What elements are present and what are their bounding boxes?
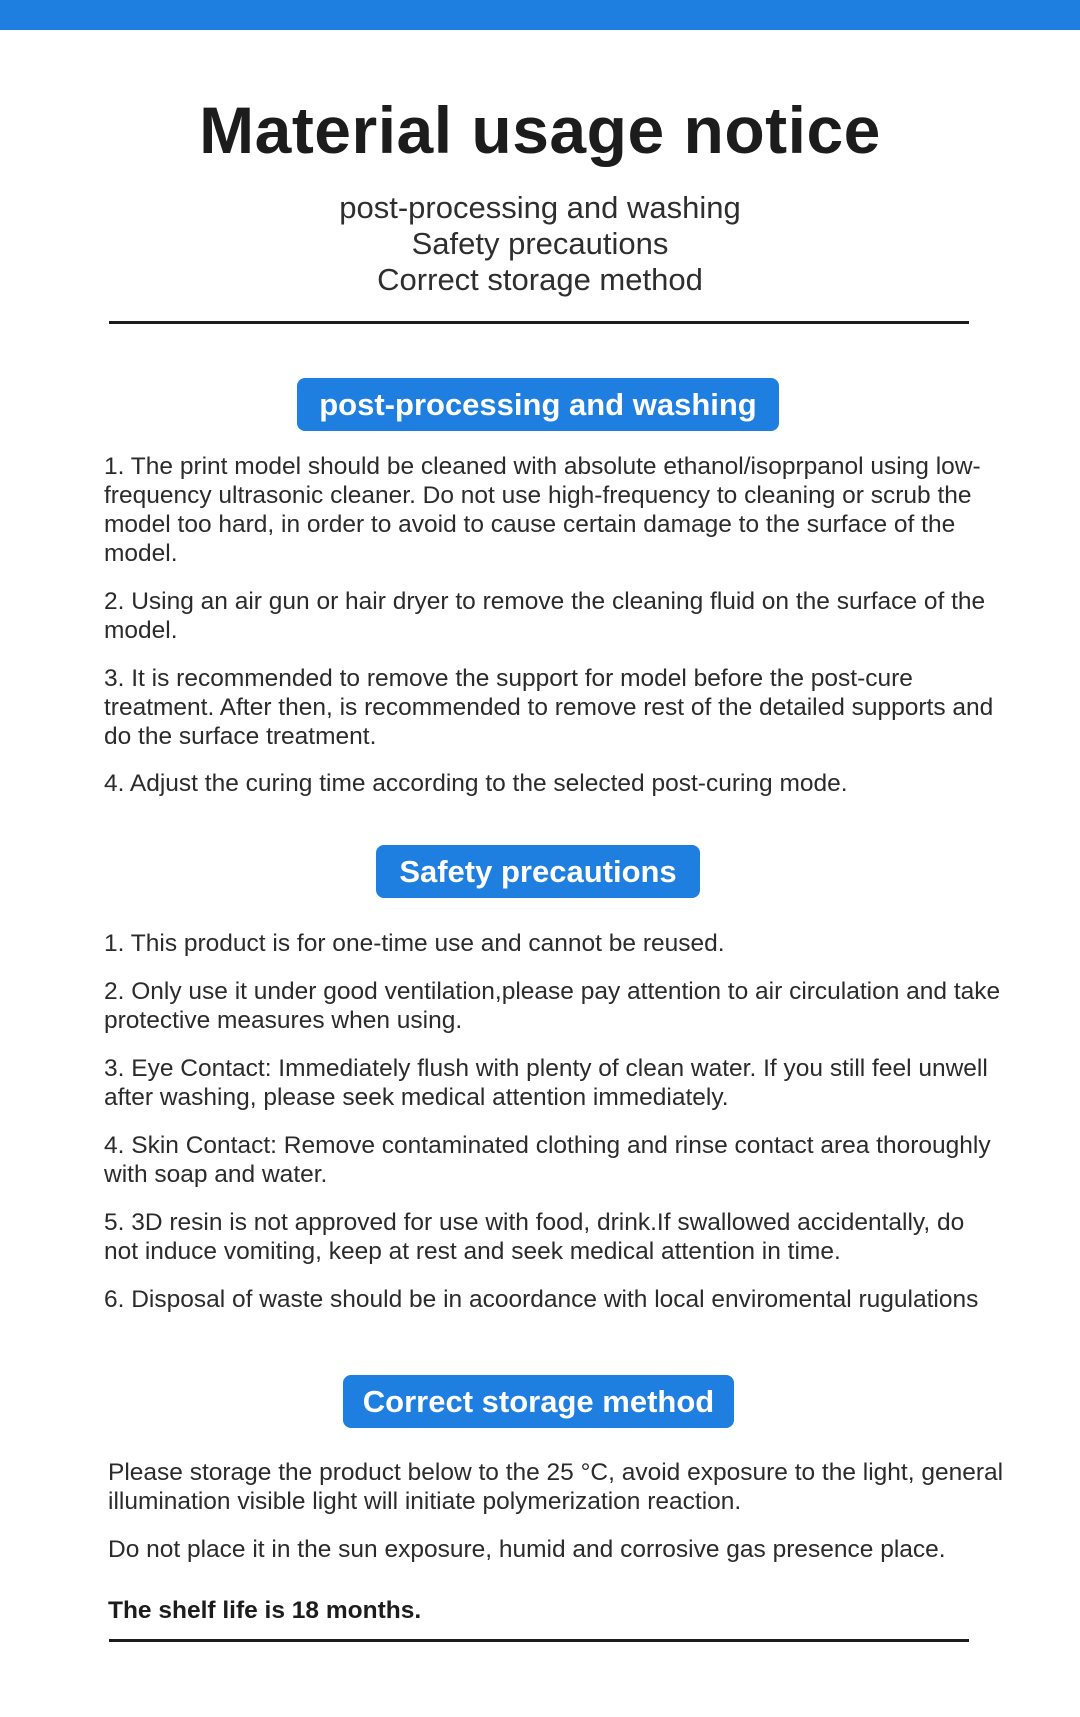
post-processing-heading: post-processing and washing — [297, 378, 779, 431]
post-processing-item-4: 4. Adjust the curing time according to the selected post-curing mode. — [104, 770, 848, 797]
footer-divider — [109, 1639, 969, 1642]
overview-item-safety: Safety precautions — [411, 226, 669, 261]
overview-item-storage: Correct storage method — [377, 262, 703, 297]
section-overview-list — [0, 190, 1080, 298]
page-title: Material usage notice — [199, 93, 881, 167]
storage-heading: Correct storage method — [343, 1375, 734, 1428]
post-processing-item-2: 2. Using an air gun or hair dryer to remove the cleaning fluid on the surface of the model. — [104, 588, 986, 644]
header-divider — [109, 321, 969, 324]
safety-item-2: 2. Only use it under good ventilation,please pay attention to air circulation and take protective measures when using. — [104, 978, 1001, 1034]
safety-item-5: 5. 3D resin is not approved for use with food, drink.If swallowed accidentally, do not induce vomiting, keep at rest and seek medical attention in time. — [104, 1209, 965, 1265]
safety-item-4: 4. Skin Contact: Remove contaminated clothing and rinse contact area thoroughly with soap and water. — [104, 1132, 991, 1188]
safety-heading: Safety precautions — [376, 845, 700, 898]
storage-item-2: Do not place it in the sun exposure, humid and corrosive gas presence place. — [108, 1536, 946, 1563]
post-processing-item-1: 1. The print model should be cleaned with absolute ethanol/isoprpanol using low-frequency ultrasonic cleaner. Do not use high-frequency to cleaning or scrub the model too hard, in order to avoid to cause certain damage to the surface of the model. — [104, 453, 981, 567]
post-processing-item-3: 3. It is recommended to remove the support for model before the post-cure treatment. After then, is recommended to remove rest of the detailed supports and do the surface treatment. — [104, 665, 994, 750]
safety-item-1: 1. This product is for one-time use and cannot be reused. — [104, 930, 725, 957]
safety-item-3: 3. Eye Contact: Immediately flush with plenty of clean water. If you still feel unwell after washing, please seek medical attention immediately. — [104, 1055, 988, 1111]
safety-item-6: 6. Disposal of waste should be in acoordance with local enviromental rugulations — [104, 1286, 979, 1313]
shelf-life-note: The shelf life is 18 months. — [108, 1597, 422, 1624]
top-accent-bar — [0, 0, 1080, 30]
overview-item-post-processing: post-processing and washing — [339, 190, 741, 225]
storage-item-1: Please storage the product below to the 25 °C, avoid exposure to the light, general illumination visible light will initiate polymerization reaction. — [108, 1459, 1004, 1515]
